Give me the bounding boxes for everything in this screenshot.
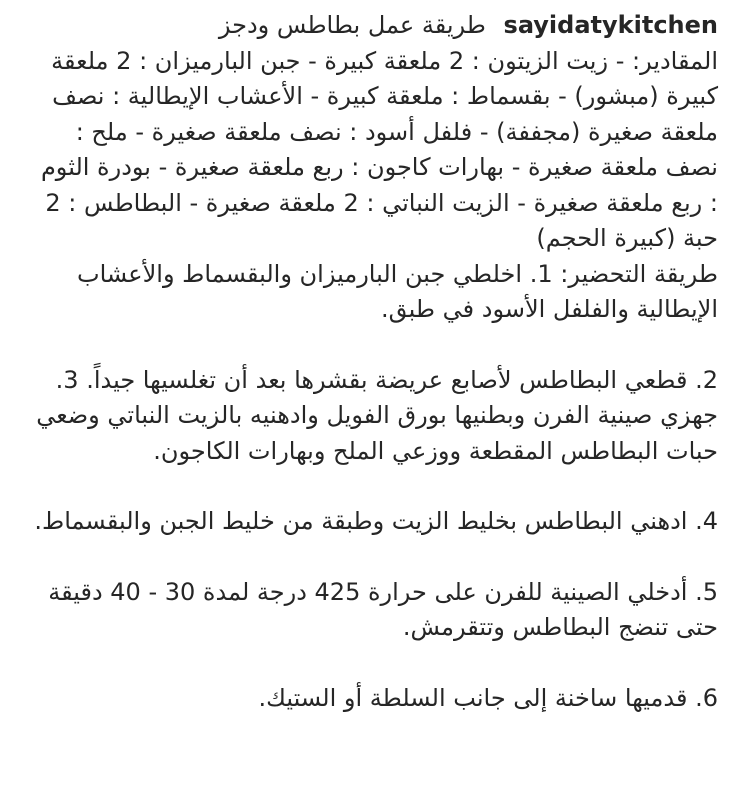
step-paragraph: 6. قدميها ساخنة إلى جانب السلطة أو الستيك. [258,683,718,712]
bottom-cutoff [0,787,750,797]
step-paragraph: 2. قطعي البطاطس لأصابع عريضة بقشرها بعد أن تغلسيها جيداً. 3. جهزي صينية الفرن وبطنيها بورق الفويل وادهنيه بالزيت النباتي وضعي حبات البطاطس المقطعة ووزعي الملح وبهارات الكاجون. [36,365,718,465]
caption-header [30,8,718,44]
username-link[interactable]: sayidatykitchen [503,11,718,39]
step-paragraph: 5. أدخلي الصينية للفرن على حرارة 425 درجة لمدة 30 - 40 دقيقة حتى تنضج البطاطس وتتقرمش. [48,577,718,641]
recipe-title: طريقة عمل بطاطس ودجز [218,11,486,39]
ingredients-text: المقادير: - زيت الزيتون : 2 ملعقة كبيرة - جبن البارميزان : 2 ملعقة كبيرة (مبشور) - بقسماط : ملعقة كبيرة - الأعشاب الإيطالية : نصف ملعقة صغيرة (مجففة) - فلفل أسود : نصف ملعقة صغيرة - ملح : نصف ملعقة صغيرة - بهارات كاجون : ربع ملعقة صغيرة - بودرة الثوم : ربع ملعقة صغيرة - الزيت النباتي : 2 ملعقة صغيرة - البطاطس : 2 حبة (كبيرة الحجم) [40,46,718,252]
step-paragraph: 4. ادهني البطاطس بخليط الزيت وطبقة من خليط الجبن والبقسماط. [34,507,718,535]
step-paragraph: طريقة التحضير: 1. اخلطي جبن البارميزان والبقسماط والأعشاب الإيطالية والفلفل الأسود في طبق. [76,259,718,323]
